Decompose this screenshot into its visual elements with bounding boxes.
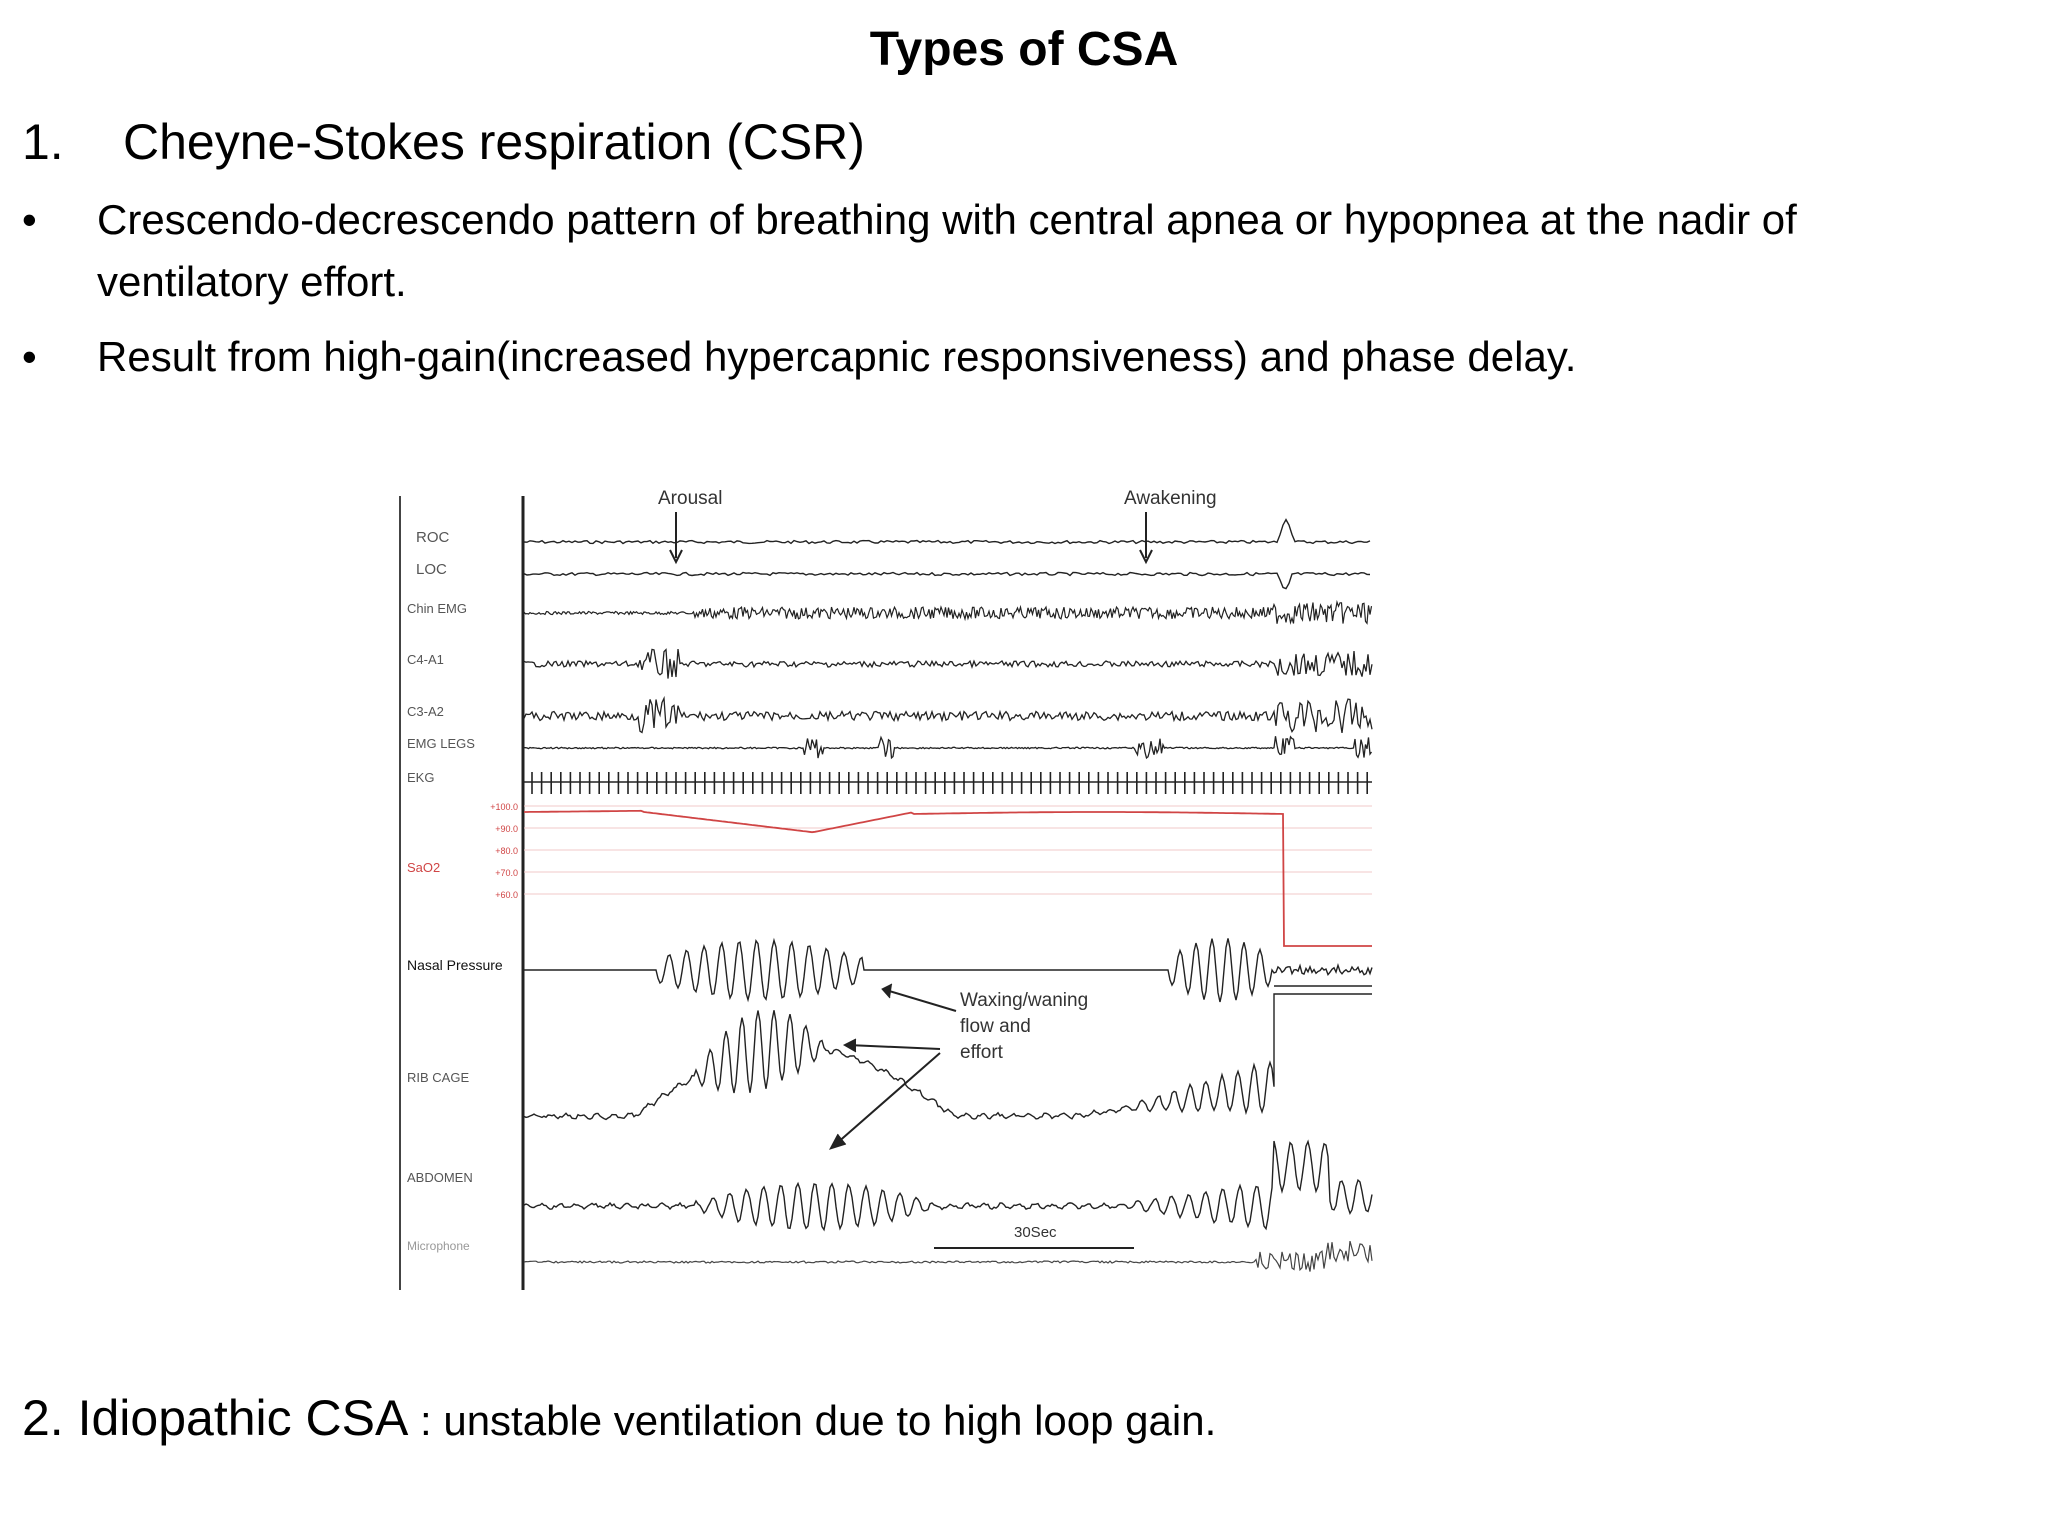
channel-label-microphone: Microphone xyxy=(407,1239,470,1253)
channel-label-c3-a2: C3-A2 xyxy=(407,704,444,719)
section-1-number: 1. xyxy=(22,114,64,170)
bullet-marker: • xyxy=(22,333,37,380)
scale-bar-label: 30Sec xyxy=(1014,1224,1057,1241)
waxing-label-line-2: flow and xyxy=(960,1016,1031,1037)
bullet-text-line: Result from high-gain(increased hypercapnic responsiveness) and phase delay. xyxy=(97,333,1577,380)
channel-label-c4-a1: C4-A1 xyxy=(407,652,444,667)
waxing-arrow-2 xyxy=(848,1045,940,1049)
sao2-tick-label: +60.0 xyxy=(495,890,518,900)
channel-label-abdomen: ABDOMEN xyxy=(407,1170,473,1185)
polysomnogram-figure xyxy=(394,476,1378,1304)
trace-loc xyxy=(524,573,1370,589)
trace-abdomen xyxy=(524,1141,1372,1230)
channel-label-nasal-pressure: Nasal Pressure xyxy=(407,957,503,973)
trace-ekg xyxy=(524,772,1372,794)
channel-label-roc: ROC xyxy=(416,529,450,546)
arousal-label: Arousal xyxy=(658,488,723,509)
section-2-title: 2. Idiopathic CSA xyxy=(22,1390,409,1446)
trace-chin-emg xyxy=(524,602,1372,624)
section-1-heading xyxy=(22,108,865,176)
trace-rib-cage xyxy=(524,994,1372,1119)
channel-label-sao2: SaO2 xyxy=(407,860,441,875)
bullet-marker: • xyxy=(22,196,37,243)
section-2-text: : unstable ventilation due to high loop gain. xyxy=(408,1397,1217,1444)
trace-microphone xyxy=(524,1241,1372,1272)
trace-roc xyxy=(524,520,1370,544)
awakening-label: Awakening xyxy=(1124,488,1217,509)
trace-c3-a2 xyxy=(524,698,1372,733)
waxing-label-line-1: Waxing/waning xyxy=(960,990,1089,1011)
sao2-tick-label: +100.0 xyxy=(490,802,518,812)
waxing-label-line-3: effort xyxy=(960,1042,1003,1063)
waxing-arrow-1 xyxy=(886,990,956,1011)
channel-label-rib-cage: RIB CAGE xyxy=(407,1070,470,1085)
slide-title: Types of CSA xyxy=(869,23,1179,76)
trace-nasal-pressure xyxy=(524,938,1372,1002)
trace-emg-legs xyxy=(524,736,1372,758)
bullet-text-line: Crescendo-decrescendo pattern of breathing with central apnea or hypopnea at the nadir of xyxy=(97,196,1797,243)
polysomnogram-svg xyxy=(394,476,1378,1304)
waxing-arrow-1-head xyxy=(882,984,892,998)
sao2-tick-label: +80.0 xyxy=(495,846,518,856)
trace-c4-a1 xyxy=(524,649,1372,679)
channel-label-chin-emg: Chin EMG xyxy=(407,601,467,616)
trace-sao2 xyxy=(524,811,1372,946)
waxing-arrow-2-head xyxy=(844,1039,856,1052)
sao2-tick-label: +90.0 xyxy=(495,824,518,834)
section-1-title: Cheyne-Stokes respiration (CSR) xyxy=(123,114,865,170)
section-2-heading xyxy=(22,1384,1216,1465)
bullet-text-line: ventilatory effort. xyxy=(97,258,407,305)
channel-label-loc: LOC xyxy=(416,561,447,578)
channel-label-emg-legs: EMG LEGS xyxy=(407,736,475,751)
channel-label-ekg: EKG xyxy=(407,770,435,785)
sao2-tick-label: +70.0 xyxy=(495,868,518,878)
